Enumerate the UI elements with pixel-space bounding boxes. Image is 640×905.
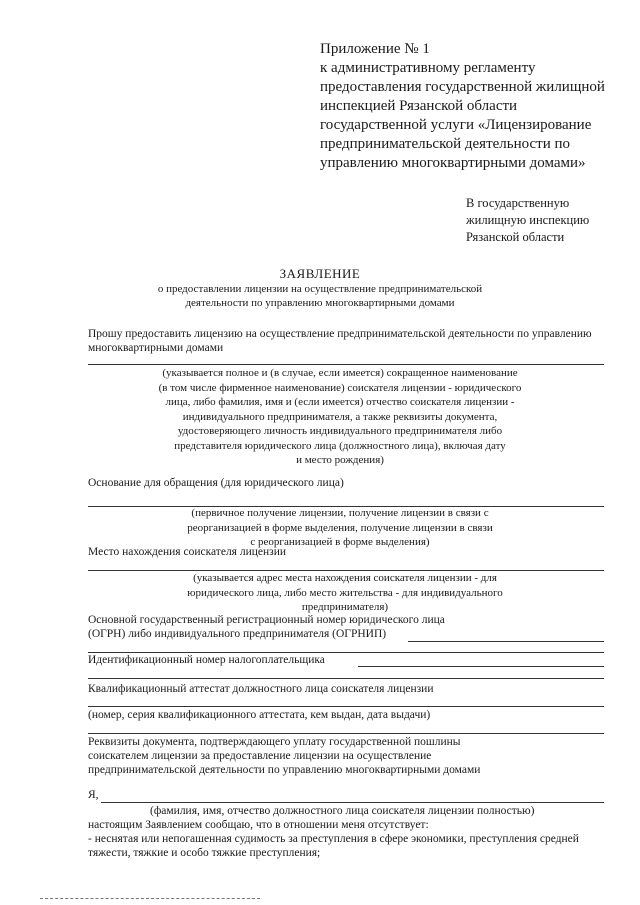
ogrn-line[interactable] <box>408 641 604 642</box>
qualification-extra-line[interactable] <box>88 733 604 734</box>
inn-line[interactable] <box>358 666 604 667</box>
inn-label: Идентификационный номер налогоплательщика <box>88 654 325 666</box>
location-label: Место нахождения соискателя лицензии <box>88 546 286 558</box>
official-name-line[interactable] <box>101 802 604 803</box>
page-bottom-rule <box>40 898 260 899</box>
document-subtitle: о предоставлении лицензии на осуществление предпринимательской деятельности по управлению многоквартирными домами <box>157 283 483 309</box>
ogrn-label: Основной государственный регистрационный номер юридического лица (ОГРН) либо индивидуального предпринимателя (ОГРНИП) <box>88 614 445 640</box>
basis-note: (первичное получение лицензии, получение лицензии в связи с реорганизацией в форме выделения, получение лицензии в связи с реорганизацией в форме выделения) <box>187 507 493 548</box>
document-title: ЗАЯВЛЕНИЕ <box>279 266 361 281</box>
inn-extra-line[interactable] <box>88 678 604 679</box>
qualification-line[interactable] <box>88 706 604 707</box>
addressee: В государственную жилищную инспекцию Рязанской области <box>466 196 590 244</box>
location-note: (указывается адрес места нахождения соискателя лицензии - для юридического лица, либо место жительства - для индивидуального предпринимателя) <box>187 572 503 613</box>
declaration-item: - неснятая или непогашенная судимость за преступления в сфере экономики, преступления средней тяжести, тяжкие и особо тяжкие преступления; <box>88 833 579 859</box>
official-note: (фамилия, имя, отчество должностного лица соискателя лицензии полностью) <box>150 805 535 817</box>
declaration-intro: настоящим Заявлением сообщаю, что в отношении меня отсутствует: <box>88 819 429 831</box>
applicant-name-line[interactable] <box>88 364 604 365</box>
annex-header: Приложение № 1 к административному регламенту предоставления государственной жилищной инспекцией Рязанской области государственной услуги «Лицензирование предпринимательской деятельности по управлению многоквартирными домами» <box>320 41 605 171</box>
request-text: Прошу предоставить лицензию на осуществление предпринимательской деятельности по управлению многоквартирными домами <box>88 328 592 354</box>
i-label: Я, <box>88 789 99 801</box>
qualification-label: Квалификационный аттестат должностного лица соискателя лицензии <box>88 683 434 695</box>
payment-label: Реквизиты документа, подтверждающего уплату государственной пошлины соискателем лицензии за предоставление лицензии на осуществление предпринимательской деятельности по управлению многоквартирными домами <box>88 736 481 776</box>
qualification-note: (номер, серия квалификационного аттестата, кем выдан, дата выдачи) <box>88 709 431 721</box>
basis-label: Основание для обращения (для юридического лица) <box>88 477 344 489</box>
applicant-note: (указывается полное и (в случае, если имеется) сокращенное наименование (в том числе фирменное наименование) соискателя лицензии - юридического лица, либо фамилия, имя и (если имеется) отчество соискателя лицензии - индивидуального предпринимателя, а также реквизиты документа, удостоверяющего личность индивидуального предпринимателя либо представителя юридического лица (должностного лица), включая дату и место рождения) <box>158 367 522 466</box>
